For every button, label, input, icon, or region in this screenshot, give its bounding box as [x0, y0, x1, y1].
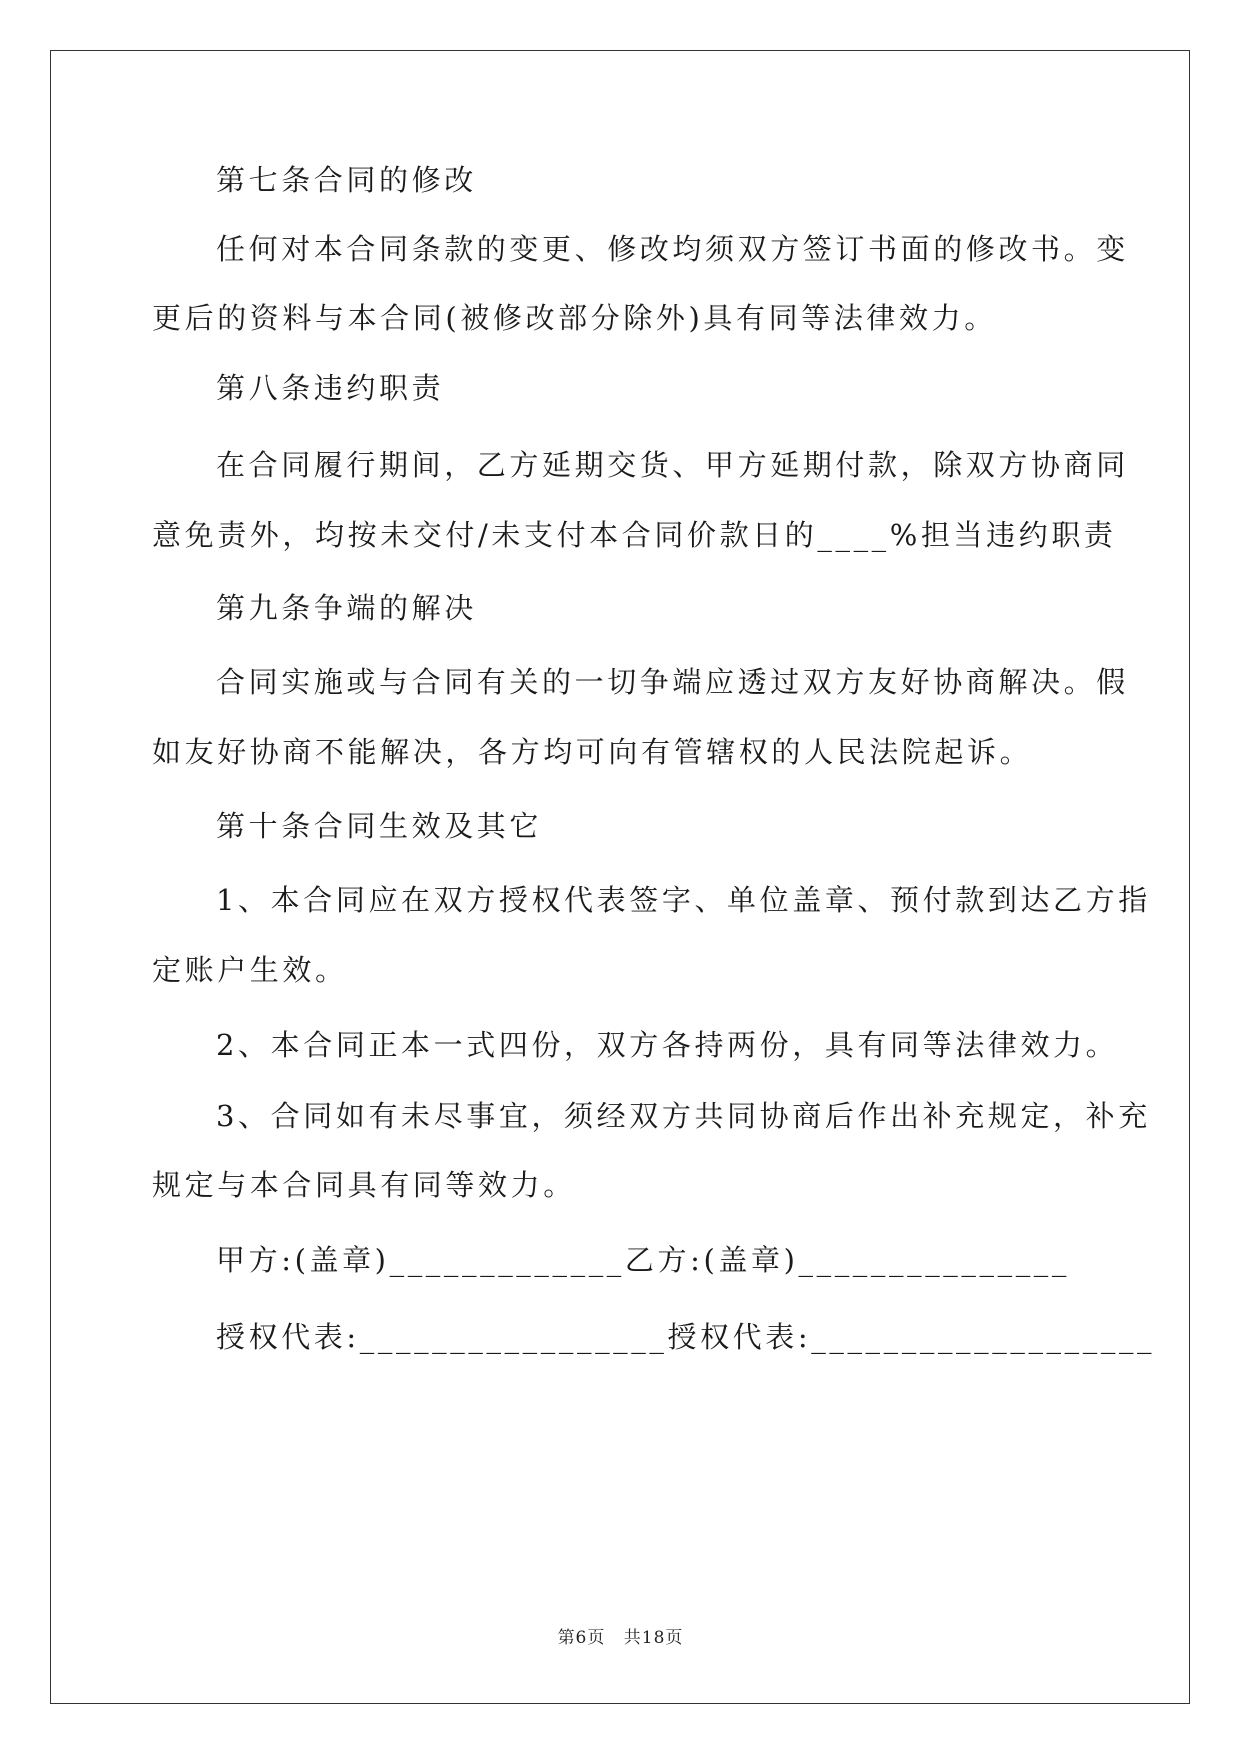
article-8-heading: 第八条违约职责: [216, 371, 445, 405]
paragraph-line: 更后的资料与本合同(被修改部分除外)具有同等法律效力。: [152, 301, 997, 335]
article-9-heading: 第九条争端的解决: [216, 591, 477, 625]
paragraph-line: 在合同履行期间，乙方延期交货、甲方延期付款，除双方协商同: [216, 448, 1129, 482]
page-number: 第6页: [557, 1628, 606, 1648]
article-10-heading: 第十条合同生效及其它: [216, 809, 543, 843]
paragraph-line: 合同实施或与合同有关的一切争端应透过双方友好协商解决。假: [216, 665, 1129, 699]
paragraph-line: 1、本合同应在双方授权代表签字、单位盖章、预付款到达乙方指: [216, 883, 1151, 917]
page-total: 共18页: [623, 1628, 684, 1648]
paragraph-line: 意免责外，均按未交付/未支付本合同价款日的____%担当违约职责: [152, 518, 1117, 552]
signature-line-party: 甲方:(盖章)_____________乙方:(盖章)_______________: [216, 1243, 1070, 1277]
paragraph-line: 规定与本合同具有同等效力。: [152, 1168, 576, 1202]
paragraph-line: 如友好协商不能解决，各方均可向有管辖权的人民法院起诉。: [152, 735, 1033, 769]
paragraph-line: 任何对本合同条款的变更、修改均须双方签订书面的修改书。变: [216, 232, 1129, 266]
article-7-heading: 第七条合同的修改: [216, 163, 477, 197]
page-footer: [0, 1623, 1241, 1648]
signature-line-representative: 授权代表:_________________授权代表:___________________: [216, 1320, 1156, 1354]
paragraph-line: 3、合同如有未尽事宜，须经双方共同协商后作出补充规定，补充: [216, 1099, 1151, 1133]
paragraph-line: 2、本合同正本一式四份，双方各持两份，具有同等法律效力。: [216, 1028, 1119, 1062]
paragraph-line: 定账户生效。: [152, 953, 348, 987]
